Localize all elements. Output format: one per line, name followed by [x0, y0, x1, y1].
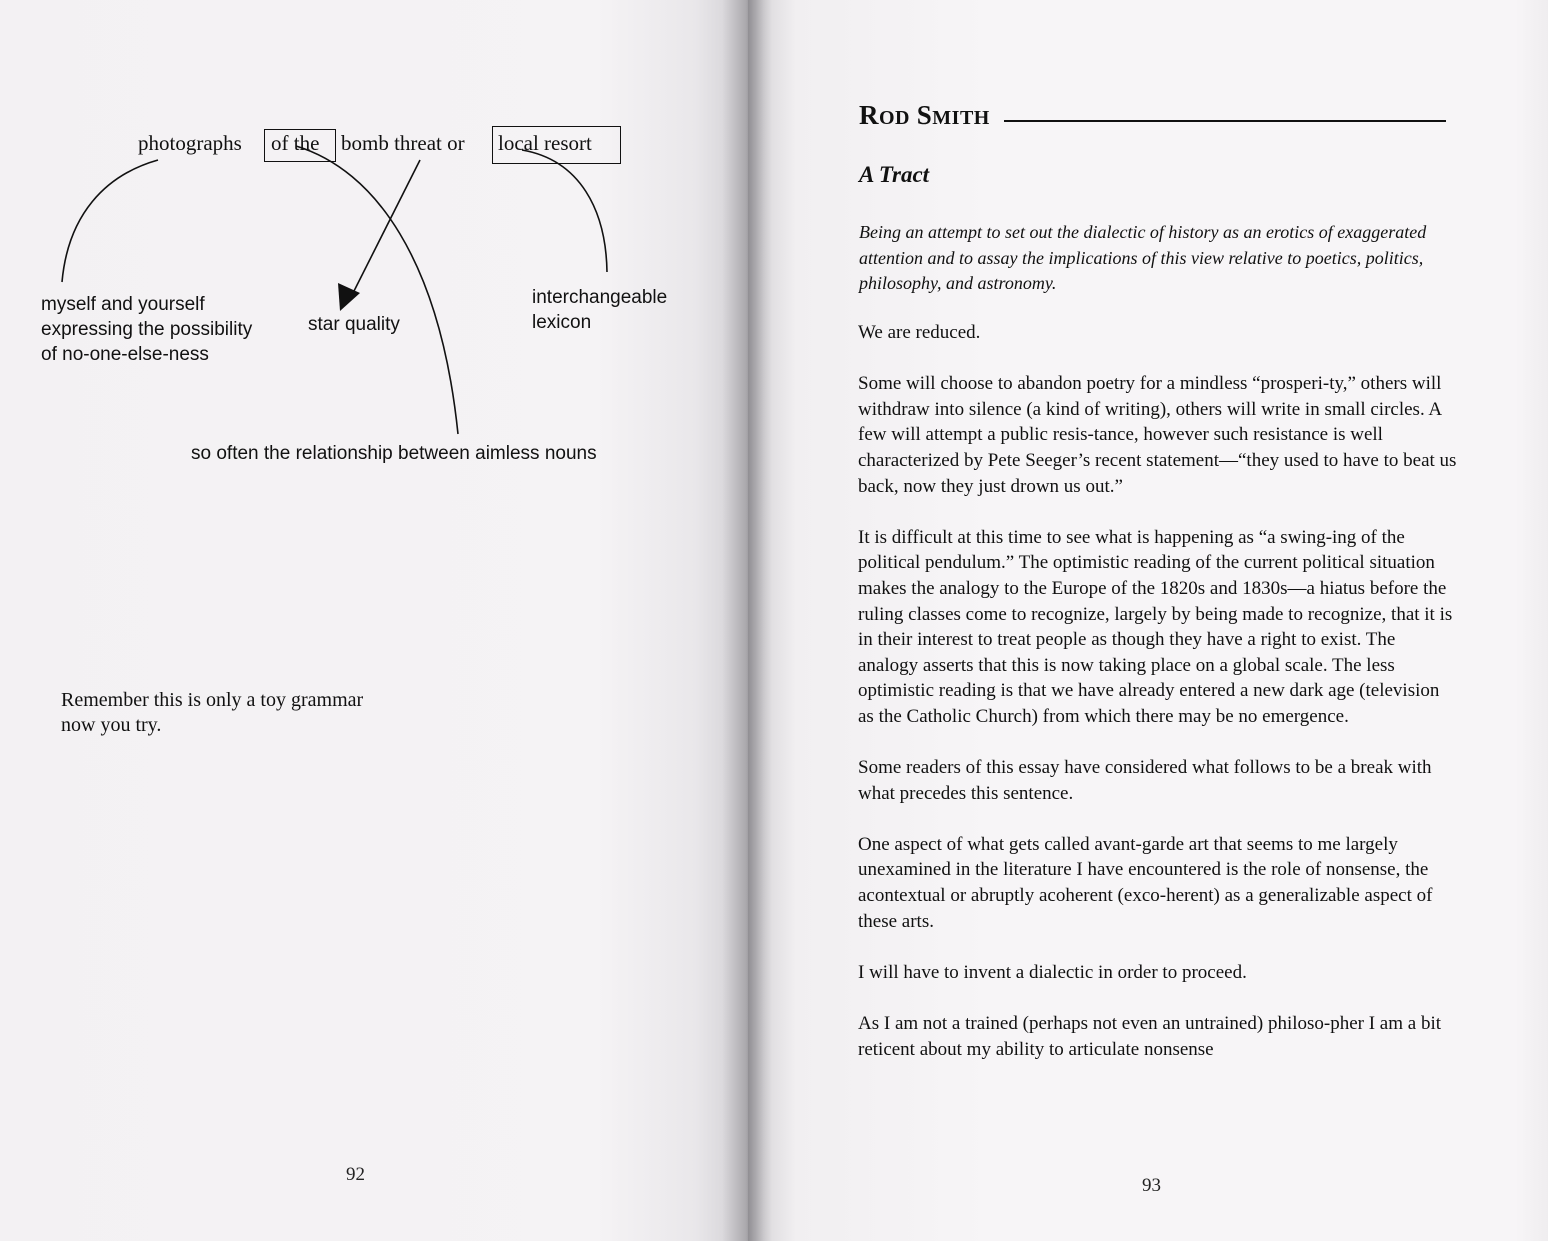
paragraph: One aspect of what gets called avant-garde art that seems to me largely unexamined in the literature I have encountered is the role of nonsense, the acontextual or abruptly acoherent (exco-herent) as a generalizable aspect of these arts.	[858, 833, 1433, 932]
left-page	[0, 0, 748, 1241]
toy-grammar-line2: now you try.	[61, 714, 162, 736]
line-threat-to-star-quality	[352, 160, 420, 295]
arc-local-resort-to-lexicon	[522, 150, 607, 272]
phrase-bomb-threat-or: bomb threat or	[341, 131, 465, 155]
right-page	[748, 0, 1548, 1241]
toy-grammar-line1: Remember this is only a toy grammar	[61, 689, 364, 711]
author-rest-od: OD	[879, 107, 910, 129]
label-myself-line3: of no-one-else-ness	[41, 344, 209, 365]
label-interchangeable: interchangeable	[532, 287, 668, 308]
paragraph: We are reduced.	[858, 322, 981, 343]
label-star-quality: star quality	[308, 314, 400, 335]
essay-subtitle: Being an attempt to set out the dialectic of history as an erotics of exaggerated attention and to assay the implications of this view relative to poetics, politics, philosophy, and astronomy.	[859, 222, 1427, 293]
paragraph: I will have to invent a dialectic in order to proceed.	[858, 961, 1247, 983]
author-initial-r: R	[859, 100, 879, 130]
essay-title: A Tract	[859, 162, 930, 187]
page-number-right: 93	[1142, 1175, 1161, 1196]
paragraph: It is difficult at this time to see what is happening as “a swing-ing of the political pendulum.” The optimistic reading of the current political situation makes the analogy to the Europe of the 1820s and 1830s—a hiatus before the ruling classes come to recognize, largely by being made to recognize, that it is in their interest to treat people as though they have a right to exist. The analogy asserts that this is now taking place on a global scale. The less optimistic reading is that we have already entered a new dark age (television as the Catholic Church) from which there may be no emergence.	[858, 526, 1453, 727]
paragraph: Some will choose to abandon poetry for a mindless “prosperi-ty,” others will withdraw into silence (a kind of writing), others will write in small circles. A few will attempt a public resis-tance, however such resistance is well characterized by Pete Seeger’s recent statement—“they used to have to beat us back, now they just drown us out.”	[858, 373, 1457, 497]
arc-photographs-to-myself	[62, 160, 158, 282]
author-initial-s: S	[916, 100, 933, 130]
author-rule	[1004, 120, 1446, 122]
phrase-of-the: of the	[271, 131, 320, 155]
author-name	[859, 100, 990, 131]
phrase-local-resort: local resort	[498, 131, 592, 155]
label-myself-line1: myself and yourself	[41, 294, 205, 315]
essay-body	[858, 320, 1458, 1088]
label-myself-line2: expressing the possibility	[41, 319, 253, 340]
phrase-photographs: photographs	[138, 131, 242, 155]
paragraph: Some readers of this essay have considered what follows to be a break with what precedes this sentence.	[858, 757, 1432, 804]
label-lexicon: lexicon	[532, 312, 592, 333]
paragraph: As I am not a trained (perhaps not even an untrained) philoso-pher I am a bit reticent about my ability to articulate nonsense	[858, 1013, 1442, 1060]
toy-grammar-note	[61, 688, 363, 738]
author-rest-mith: MITH	[932, 107, 990, 129]
label-aimless-nouns: so often the relationship between aimless nouns	[191, 443, 597, 464]
arc-of-the-to-aimless-nouns	[296, 146, 458, 434]
page-number-left: 92	[346, 1164, 365, 1185]
